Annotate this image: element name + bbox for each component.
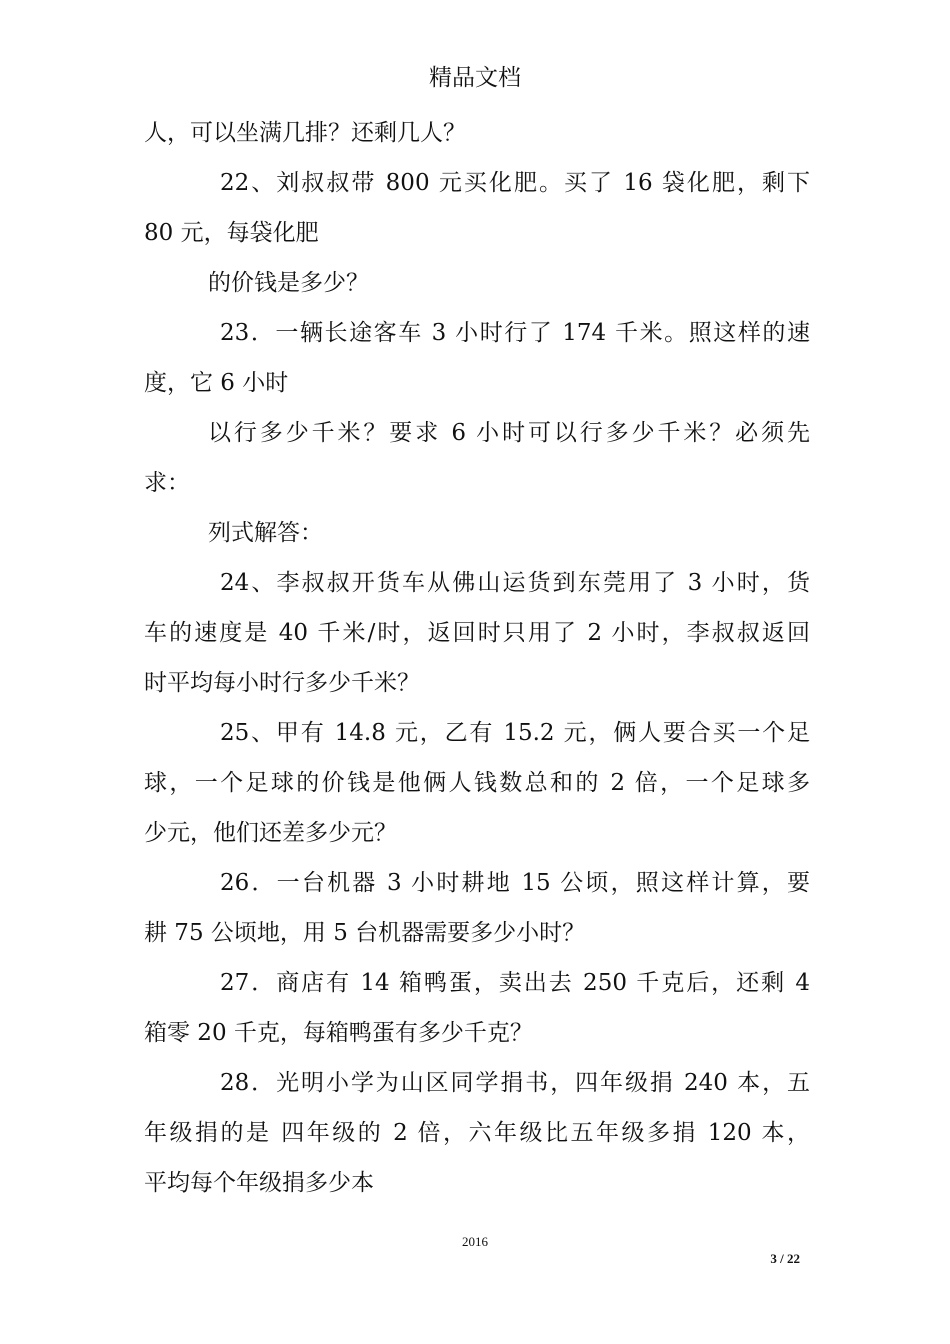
footer-year: 2016 (462, 1234, 488, 1249)
page-number: 3 / 22 (770, 1251, 800, 1266)
question-25-line-3: 少元，他们还差多少元？ (144, 820, 397, 846)
question-23-line-4: 求： (144, 470, 190, 496)
question-23-line-3: 以行多少千米？要求 6 小时可以行多少千米？必须先 (208, 420, 810, 446)
question-22-line-2: 80 元，每袋化肥 (144, 220, 319, 246)
question-24-line-3: 时平均每小时行多少千米？ (144, 670, 420, 696)
question-24-line-1: 24、李叔叔开货车从佛山运货到东莞用了 3 小时，货 (220, 570, 810, 596)
question-22-line-3: 的价钱是多少？ (208, 270, 369, 296)
question-23-line-2: 度，它 6 小时 (144, 370, 289, 396)
question-28-line-3: 平均每个年级捐多少本 (144, 1170, 374, 1196)
question-28-line-2: 年级捐的是 四年级的 2 倍，六年级比五年级多捐 120 本， (144, 1120, 810, 1146)
question-25-line-1: 25、甲有 14.8 元，乙有 15.2 元，俩人要合买一个足 (220, 720, 810, 746)
question-27-line-1: 27．商店有 14 箱鸭蛋，卖出去 250 千克后，还剩 4 (220, 970, 810, 996)
document-body (144, 116, 810, 1216)
question-22-line-1: 22、刘叔叔带 800 元买化肥。买了 16 袋化肥，剩下 (220, 170, 810, 196)
question-26-line-1: 26．一台机器 3 小时耕地 15 公顷，照这样计算，要 (220, 870, 810, 896)
question-23-line-1: 23．一辆长途客车 3 小时行了 174 千米。照这样的速 (220, 320, 810, 346)
question-23-line-5: 列式解答： (208, 520, 323, 546)
question-26-line-2: 耕 75 公顷地，用 5 台机器需要多少小时？ (144, 920, 586, 946)
question-27-line-2: 箱零 20 千克，每箱鸭蛋有多少千克？ (144, 1020, 533, 1046)
question-24-line-2: 车的速度是 40 千米/时，返回时只用了 2 小时，李叔叔返回 (144, 620, 810, 646)
page-header-title: 精品文档 (429, 65, 521, 91)
question-25-line-2: 球，一个足球的价钱是他俩人钱数总和的 2 倍，一个足球多 (144, 770, 810, 796)
text-line: 人，可以坐满几排？还剩几人？ (144, 120, 466, 146)
question-28-line-1: 28．光明小学为山区同学捐书，四年级捐 240 本，五 (220, 1070, 810, 1096)
